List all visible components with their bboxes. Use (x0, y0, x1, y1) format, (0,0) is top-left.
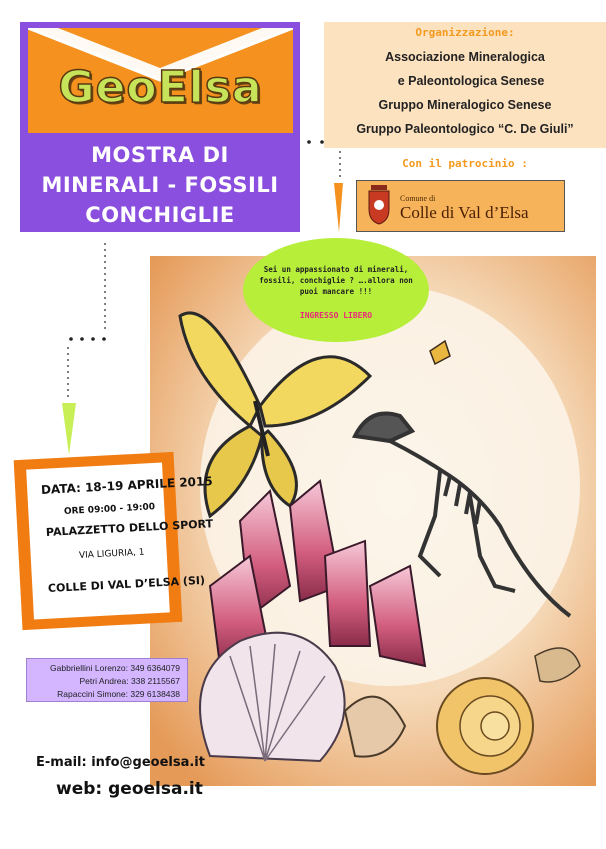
event-street: VIA LIGURIA, 1 (78, 547, 145, 561)
ammonite-drawing (437, 678, 533, 774)
free-entry-label: INGRESSO LIBERO (299, 311, 373, 320)
event-date: DATA: 18-19 APRILE 2015 (40, 474, 213, 497)
contact-line: Rapaccini Simone: 329 6138438 (57, 689, 180, 699)
coat-of-arms-icon (366, 185, 392, 225)
event-title-line-3: CONCHIGLIE (85, 203, 235, 227)
contact-line: Gabbriellini Lorenzo: 349 6364079 (50, 663, 180, 673)
email-link[interactable]: E-mail: info@geoelsa.it (36, 755, 205, 770)
event-venue: PALAZZETTO DELLO SPORT (45, 517, 214, 539)
organization-line: Associazione Mineralogica (385, 50, 545, 64)
organization-line: Gruppo Mineralogico Senese (378, 98, 552, 112)
geoelsa-logo: GeoElsa (58, 62, 263, 113)
contact-line: Petri Andrea: 338 2115567 (79, 676, 180, 686)
bubble-text: fossili, conchiglie ? ….allora non (259, 276, 413, 285)
bubble-text: Sei un appassionato di minerali, (263, 265, 409, 274)
comune-label: Comune di (400, 194, 436, 203)
patronage-heading: Con il patrocinio : (402, 157, 528, 170)
event-hours: ORE 09:00 - 19:00 (63, 502, 156, 517)
event-title-line-1: MOSTRA DI (91, 143, 229, 167)
organization-line: Gruppo Paleontologico “C. De Giuli” (356, 122, 574, 136)
comune-name: Colle di Val d’Elsa (400, 203, 529, 222)
event-title-line-2: MINERALI - FOSSILI (41, 173, 279, 197)
organization-heading: Organizzazione: (415, 26, 515, 39)
website-link[interactable]: web: geoelsa.it (56, 779, 203, 799)
organization-line: e Paleontologica Senese (397, 74, 545, 88)
bubble-text: puoi mancare !!! (299, 287, 373, 296)
event-city: COLLE DI VAL D’ELSA (SI) (47, 573, 206, 595)
